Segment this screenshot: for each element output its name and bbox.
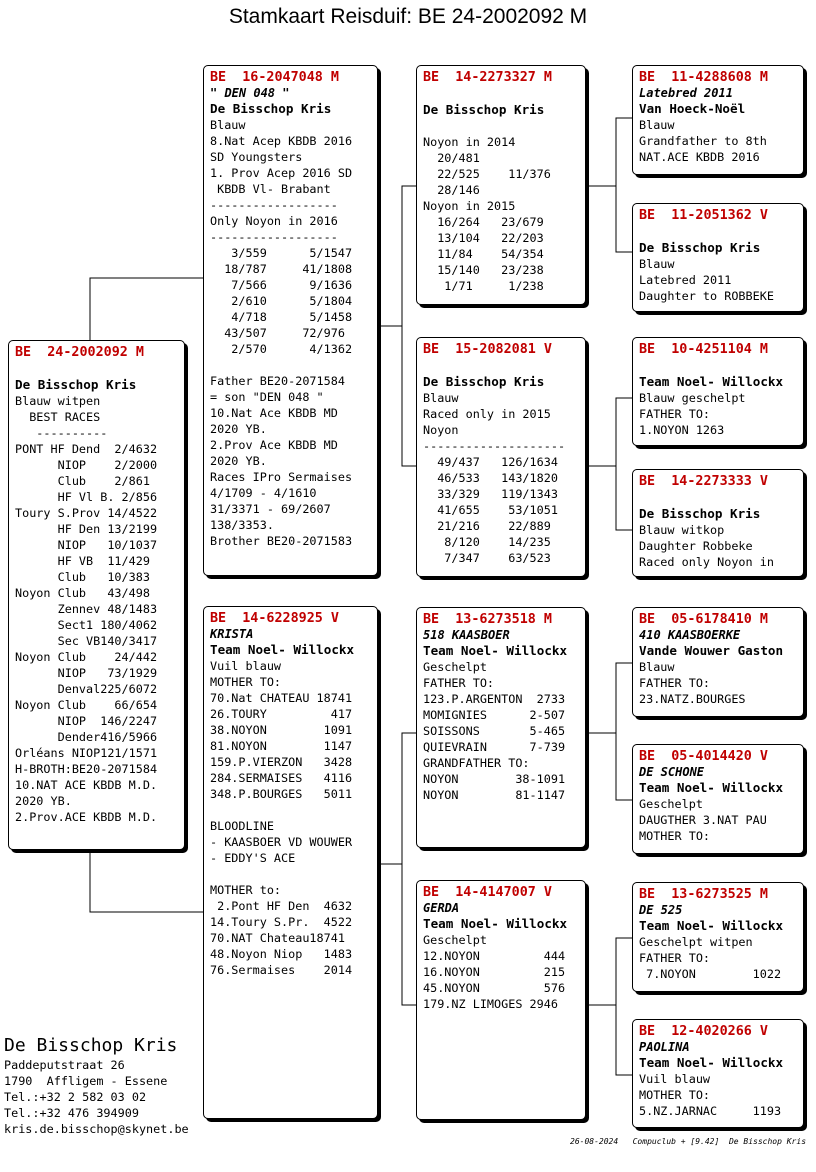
great-grandparent-card-mff xyxy=(632,607,804,717)
pigeon-details xyxy=(639,659,797,707)
great-grandparent-card-mmf xyxy=(632,882,804,992)
pigeon-name: Latebred 2011 xyxy=(639,86,733,100)
detail-line: 18/787 41/1808 xyxy=(210,262,353,276)
paternal-grandmother-card xyxy=(416,337,586,577)
pigeon-name: GERDA xyxy=(423,901,460,915)
detail-line: Club 10/383 xyxy=(15,570,150,584)
detail-line: Brother BE20-2071583 xyxy=(210,534,353,548)
father-card xyxy=(203,65,378,576)
detail-line: ------------------ xyxy=(210,198,338,212)
detail-line: 8.Nat Acep KBDB 2016 xyxy=(210,134,353,148)
owner-name: Vande Wouwer Gaston xyxy=(639,643,784,658)
detail-line: GRANDFATHER TO: xyxy=(423,756,530,770)
detail-line: 38.NOYON 1091 xyxy=(210,723,353,737)
detail-line: Noyon in 2015 xyxy=(423,199,516,213)
detail-line: Noyon xyxy=(423,423,459,437)
detail-line: 45.NOYON 576 xyxy=(423,981,566,995)
owner-name: De Bisschop Kris xyxy=(15,377,137,392)
detail-line: 348.P.BOURGES 5011 xyxy=(210,787,353,801)
detail-line: -------------------- xyxy=(423,439,566,453)
detail-line: 4/1709 - 4/1610 xyxy=(210,486,317,500)
pigeon-details xyxy=(423,659,579,803)
detail-line: 2.Pont HF Den 4632 xyxy=(210,899,353,913)
detail-line: 2020 YB. xyxy=(210,422,267,436)
owner-name: De Bisschop Kris xyxy=(423,374,545,389)
detail-line: MOMIGNIES 2-507 xyxy=(423,708,566,722)
detail-line: 11/84 54/354 xyxy=(423,247,544,261)
pigeon-name: DE 525 xyxy=(639,903,683,917)
detail-line: = son "DEN 048 " xyxy=(210,390,324,404)
pigeon-details xyxy=(423,118,579,294)
footer-print-info: 26-08-2024 Compuclub + [9.42] De Bisschop Kris xyxy=(570,1137,807,1146)
detail-line: 23.NATZ.BOURGES xyxy=(639,692,746,706)
detail-line: Denval225/6072 xyxy=(15,682,158,696)
detail-line: Vuil blauw xyxy=(210,659,282,673)
detail-line: FATHER TO: xyxy=(639,407,711,421)
detail-line: 10.Nat Ace KBDB MD xyxy=(210,406,338,420)
ring-number: BE 24-2002092 M xyxy=(15,345,144,360)
detail-line: FATHER TO: xyxy=(639,676,711,690)
detail-line xyxy=(210,866,371,882)
pigeon-name: 518 KAASBOER xyxy=(423,628,510,642)
detail-line: 48.Noyon Niop 1483 xyxy=(210,947,353,961)
detail-line: 22/525 11/376 xyxy=(423,167,551,181)
detail-line: H-BROTH:BE20-2071584 xyxy=(15,762,158,776)
pigeon-name: 410 KAASBOERKE xyxy=(639,628,741,642)
detail-line: Latebred 2011 xyxy=(639,273,732,287)
great-grandparent-card-mmm xyxy=(632,1019,804,1128)
pigeon-details xyxy=(639,390,797,438)
detail-line: 16/264 23/679 xyxy=(423,215,544,229)
breeder-phone: Tel.:+32 2 582 03 02 xyxy=(4,1090,147,1104)
detail-line: ---------- xyxy=(15,426,108,440)
ring-number: BE 11-2051362 V xyxy=(639,208,768,223)
detail-line: 3/559 5/1547 xyxy=(210,246,353,260)
detail-line: FATHER TO: xyxy=(423,676,495,690)
detail-line: Club 2/861 xyxy=(15,474,150,488)
detail-line: NIOP 2/2000 xyxy=(15,458,158,472)
detail-line: Only Noyon in 2016 xyxy=(210,214,338,228)
detail-line: 1/71 1/238 xyxy=(423,279,544,293)
owner-name: Team Noel- Willockx xyxy=(639,780,784,795)
detail-line: 1. Prov Acep 2016 SD xyxy=(210,166,353,180)
detail-line: 2/570 4/1362 xyxy=(210,342,353,356)
detail-line: - KAASBOER VD WOUWER xyxy=(210,835,353,849)
detail-line: Daughter to ROBBEKE xyxy=(639,289,774,303)
detail-line: PONT HF Dend 2/4632 xyxy=(15,442,158,456)
detail-line: 123.P.ARGENTON 2733 xyxy=(423,692,566,706)
detail-line: NIOP 73/1929 xyxy=(15,666,158,680)
detail-line: 284.SERMAISES 4116 xyxy=(210,771,353,785)
detail-line: Geschelpt xyxy=(639,797,703,811)
detail-line: NOYON 38-1091 xyxy=(423,772,566,786)
detail-line: Blauw xyxy=(210,118,246,132)
ring-number: BE 14-4147007 V xyxy=(423,885,552,900)
detail-line: Noyon Club 43/498 xyxy=(15,586,150,600)
maternal-grandfather-card xyxy=(416,607,586,848)
detail-line: 33/329 119/1343 xyxy=(423,487,558,501)
detail-line: 31/3371 - 69/2607 xyxy=(210,502,331,516)
detail-line xyxy=(423,118,579,134)
detail-line: Zennev 48/1483 xyxy=(15,602,158,616)
detail-line: Blauw geschelpt xyxy=(639,391,746,405)
detail-line: NIOP 10/1037 xyxy=(15,538,158,552)
detail-line: QUIEVRAIN 7-739 xyxy=(423,740,566,754)
ring-number: BE 12-4020266 V xyxy=(639,1024,768,1039)
detail-line: Dender416/5966 xyxy=(15,730,158,744)
detail-line: 26.TOURY 417 xyxy=(210,707,353,721)
pigeon-details xyxy=(15,393,178,825)
detail-line: HF VB 11/429 xyxy=(15,554,150,568)
detail-line: 43/507 72/976 xyxy=(210,326,345,340)
detail-line: 81.NOYON 1147 xyxy=(210,739,353,753)
great-grandparent-card-fff xyxy=(632,65,804,175)
owner-name: Team Noel- Willockx xyxy=(639,918,784,933)
detail-line xyxy=(210,357,371,373)
detail-line: MOTHER TO: xyxy=(639,829,711,843)
ring-number: BE 13-6273525 M xyxy=(639,887,768,902)
breeder-address: Paddeputstraat 26 xyxy=(4,1058,125,1072)
ring-number: BE 14-6228925 V xyxy=(210,611,339,626)
detail-line: SD Youngsters xyxy=(210,150,303,164)
detail-line: NAT.ACE KBDB 2016 xyxy=(639,150,760,164)
detail-line: Toury S.Prov 14/4522 xyxy=(15,506,158,520)
pigeon-name: " DEN 048 " xyxy=(210,86,290,100)
ring-number: BE 16-2047048 M xyxy=(210,70,339,85)
pigeon-name: KRISTA xyxy=(210,627,254,641)
detail-line: Father BE20-2071584 xyxy=(210,374,345,388)
paternal-grandfather-card xyxy=(416,65,586,305)
detail-line: DAUGTHER 3.NAT PAU xyxy=(639,813,767,827)
detail-line: 5.NZ.JARNAC 1193 xyxy=(639,1104,782,1118)
great-grandparent-card-fmm xyxy=(632,469,804,577)
detail-line: Grandfather to 8th xyxy=(639,134,767,148)
detail-line: Raced only in 2015 xyxy=(423,407,551,421)
owner-name: De Bisschop Kris xyxy=(639,506,761,521)
detail-line: BEST RACES xyxy=(15,410,101,424)
detail-line: 7/347 63/523 xyxy=(423,551,551,565)
detail-line: 2/610 5/1804 xyxy=(210,294,353,308)
detail-line: NOYON 81-1147 xyxy=(423,788,566,802)
detail-line: 16.NOYON 215 xyxy=(423,965,566,979)
breeder-name: De Bisschop Kris xyxy=(4,1035,178,1056)
detail-line: HF Vl B. 2/856 xyxy=(15,490,158,504)
breeder-mobile: Tel.:+32 476 394909 xyxy=(4,1106,139,1120)
owner-name: Team Noel- Willockx xyxy=(423,643,568,658)
ring-number: BE 11-4288608 M xyxy=(639,70,768,85)
ring-number: BE 10-4251104 M xyxy=(639,342,768,357)
detail-line: Blauw xyxy=(639,660,675,674)
detail-line: 2020 YB. xyxy=(15,794,72,808)
detail-line: Blauw xyxy=(639,118,675,132)
detail-line: 21/216 22/889 xyxy=(423,519,551,533)
pigeon-details xyxy=(639,934,797,982)
detail-line: Vuil blauw xyxy=(639,1072,711,1086)
detail-line: NIOP 146/2247 xyxy=(15,714,158,728)
detail-line: 41/655 53/1051 xyxy=(423,503,558,517)
ring-number: BE 14-2273327 M xyxy=(423,70,552,85)
detail-line: 13/104 22/203 xyxy=(423,231,544,245)
owner-name: Van Hoeck-Noël xyxy=(639,101,746,116)
detail-line: 70.Nat CHATEAU 18741 xyxy=(210,691,353,705)
detail-line: HF Den 13/2199 xyxy=(15,522,158,536)
detail-line: Blauw xyxy=(423,391,459,405)
detail-line: KBDB Vl- Brabant xyxy=(210,182,331,196)
detail-line: 179.NZ LIMOGES 2946 xyxy=(423,997,558,1011)
ring-number: BE 15-2082081 V xyxy=(423,342,552,357)
detail-line: 28/146 xyxy=(423,183,480,197)
detail-line: 2.Prov.ACE KBDB M.D. xyxy=(15,810,158,824)
owner-name: De Bisschop Kris xyxy=(210,101,332,116)
subject-pigeon-card xyxy=(8,340,185,850)
detail-line: Raced only Noyon in xyxy=(639,555,774,569)
detail-line: Blauw xyxy=(639,257,675,271)
pigeon-details xyxy=(210,117,371,549)
great-grandparent-card-fmf xyxy=(632,337,804,446)
detail-line: 20/481 xyxy=(423,151,480,165)
detail-line: 14.Toury S.Pr. 4522 xyxy=(210,915,353,929)
detail-line: MOTHER TO: xyxy=(210,675,282,689)
detail-line: - EDDY'S ACE xyxy=(210,851,296,865)
breeder-city: 1790 Affligem - Essene xyxy=(4,1074,168,1088)
detail-line: Geschelpt xyxy=(423,933,487,947)
detail-line: 15/140 23/238 xyxy=(423,263,544,277)
ring-number: BE 14-2273333 V xyxy=(639,474,768,489)
pigeon-name: DE SCHONE xyxy=(639,765,705,779)
great-grandparent-card-ffm xyxy=(632,203,804,312)
detail-line: 76.Sermaises 2014 xyxy=(210,963,353,977)
detail-line: Blauw witpen xyxy=(15,394,101,408)
detail-line: Sec VB140/3417 xyxy=(15,634,158,648)
pigeon-details xyxy=(423,390,579,566)
pigeon-details xyxy=(210,658,371,978)
ring-number: BE 05-4014420 V xyxy=(639,749,768,764)
owner-name: Team Noel- Willockx xyxy=(639,1055,784,1070)
breeder-email: kris.de.bisschop@skynet.be xyxy=(4,1122,189,1136)
detail-line: Sect1 180/4062 xyxy=(15,618,158,632)
owner-name: De Bisschop Kris xyxy=(639,240,761,255)
detail-line: 12.NOYON 444 xyxy=(423,949,566,963)
detail-line: Daughter Robbeke xyxy=(639,539,753,553)
detail-line: SOISSONS 5-465 xyxy=(423,724,566,738)
detail-line: Noyon Club 24/442 xyxy=(15,650,158,664)
pigeon-details xyxy=(639,256,797,304)
ring-number: BE 05-6178410 M xyxy=(639,612,768,627)
pigeon-details xyxy=(639,1071,797,1119)
detail-line: Noyon Club 66/654 xyxy=(15,698,158,712)
detail-line: Orléans NIOP121/1571 xyxy=(15,746,158,760)
detail-line: Geschelpt xyxy=(423,660,487,674)
detail-line: 159.P.VIERZON 3428 xyxy=(210,755,353,769)
mother-card xyxy=(203,606,378,1119)
detail-line: 4/718 5/1458 xyxy=(210,310,353,324)
detail-line: 70.NAT Chateau18741 xyxy=(210,931,345,945)
owner-name: Team Noel- Willockx xyxy=(639,374,784,389)
detail-line: Geschelpt witpen xyxy=(639,935,753,949)
breeder-contact-block xyxy=(4,1035,189,1137)
detail-line: 10.NAT ACE KBDB M.D. xyxy=(15,778,158,792)
detail-line: MOTHER to: xyxy=(210,883,282,897)
detail-line: BLOODLINE xyxy=(210,819,274,833)
pigeon-details xyxy=(639,522,797,570)
detail-line: 49/437 126/1634 xyxy=(423,455,558,469)
page-title: Stamkaart Reisduif: BE 24-2002092 M xyxy=(228,5,588,28)
detail-line: Noyon in 2014 xyxy=(423,135,516,149)
detail-line xyxy=(210,802,371,818)
pigeon-details xyxy=(639,117,797,165)
ring-number: BE 13-6273518 M xyxy=(423,612,552,627)
detail-line: 46/533 143/1820 xyxy=(423,471,558,485)
detail-line: 8/120 14/235 xyxy=(423,535,551,549)
detail-line: MOTHER TO: xyxy=(639,1088,711,1102)
great-grandparent-card-mfm xyxy=(632,744,804,854)
owner-name: De Bisschop Kris xyxy=(423,102,545,117)
detail-line: FATHER TO: xyxy=(639,951,711,965)
pigeon-details xyxy=(423,932,579,1012)
detail-line: 7/566 9/1636 xyxy=(210,278,353,292)
detail-line: 2020 YB. xyxy=(210,454,267,468)
detail-line: 7.NOYON 1022 xyxy=(639,967,782,981)
detail-line: Blauw witkop xyxy=(639,523,725,537)
detail-line: ------------------ xyxy=(210,230,338,244)
pigeon-details xyxy=(639,796,797,844)
pigeon-name: PAOLINA xyxy=(639,1040,690,1054)
detail-line: 2.Prov Ace KBDB MD xyxy=(210,438,338,452)
detail-line: 1.NOYON 1263 xyxy=(639,423,725,437)
maternal-grandmother-card xyxy=(416,880,586,1120)
detail-line: 138/3353. xyxy=(210,518,274,532)
owner-name: Team Noel- Willockx xyxy=(210,642,355,657)
detail-line: Races IPro Sermaises xyxy=(210,470,353,484)
owner-name: Team Noel- Willockx xyxy=(423,916,568,931)
